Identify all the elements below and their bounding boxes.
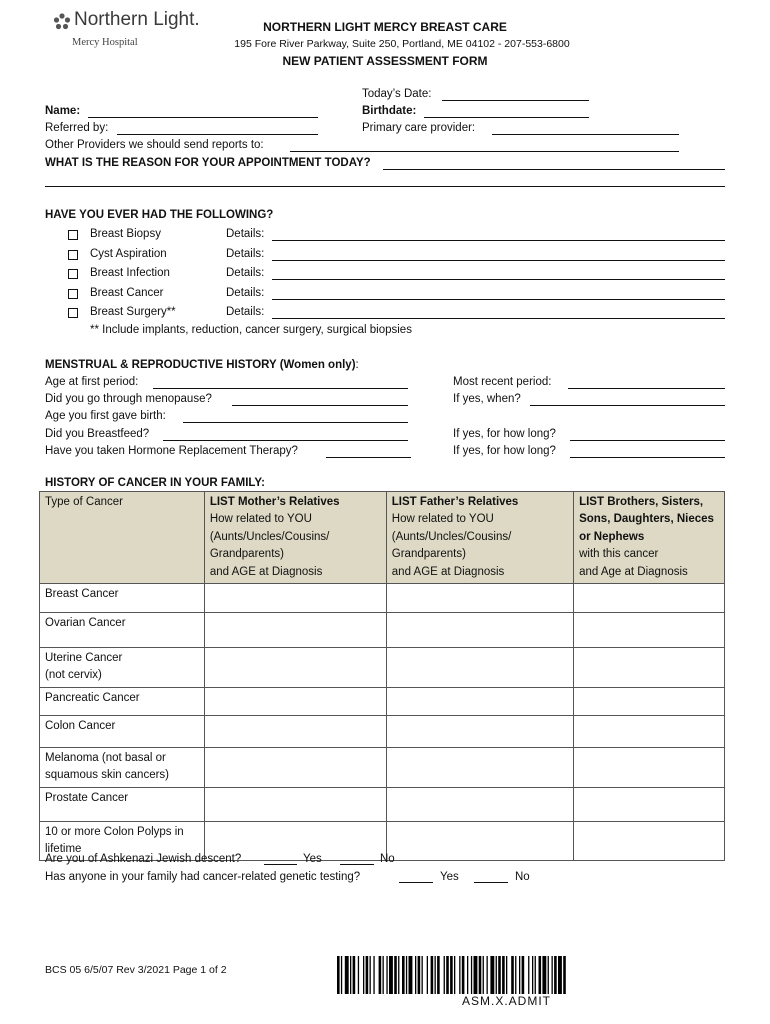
fathers-relatives-cell[interactable]	[386, 821, 573, 861]
barcode-bar	[459, 956, 460, 994]
cancer-type-label: Pancreatic Cancer	[45, 691, 140, 704]
logo-name: Northern Light.	[74, 9, 200, 30]
mothers-relatives-cell[interactable]	[204, 613, 386, 648]
barcode-image	[337, 956, 697, 994]
other-providers-label: Other Providers we should send reports to:	[45, 139, 264, 151]
header-type-of-cancer	[40, 492, 205, 584]
barcode-bar	[366, 956, 369, 994]
barcode-bar	[548, 956, 549, 994]
birthdate-label: Birthdate:	[362, 105, 417, 117]
reason-label: WHAT IS THE REASON FOR YOUR APPOINTMENT TODAY?	[45, 157, 371, 169]
name-field[interactable]	[88, 117, 318, 118]
barcode-text: ASM.X.ADMIT	[462, 994, 552, 1008]
genetic-yes-field[interactable]	[399, 882, 433, 883]
barcode-bar	[427, 956, 428, 994]
mothers-relatives-cell[interactable]	[204, 715, 386, 747]
menopause-when-label: If yes, when?	[453, 393, 521, 405]
reason-field-2[interactable]	[45, 186, 725, 187]
fathers-relatives-desc-line: Grandparents)	[391, 548, 466, 561]
mothers-relatives-cell[interactable]	[204, 648, 386, 688]
header-siblings-children	[574, 492, 725, 584]
barcode-bar	[394, 956, 397, 994]
barcode-bar	[446, 956, 449, 994]
fathers-relatives-desc-line: (Aunts/Uncles/Cousins/	[391, 530, 512, 543]
cancer-type-label: (not cervix)	[45, 669, 102, 682]
fathers-relatives-cell[interactable]	[386, 715, 573, 747]
todays-date-label: Today’s Date:	[362, 88, 432, 100]
breast-surgery-details-field[interactable]	[272, 318, 725, 319]
siblings-cell[interactable]	[574, 787, 725, 821]
barcode-bar	[535, 956, 536, 994]
cancer-type-cell	[40, 715, 205, 747]
cancer-type-cell	[40, 648, 205, 688]
primary-care-label: Primary care provider:	[362, 122, 476, 134]
cancer-type-label: Ovarian Cancer	[45, 617, 126, 630]
barcode-bar	[337, 956, 340, 994]
barcode-bar	[379, 956, 382, 994]
barcode-bar	[490, 956, 494, 994]
menopause-field[interactable]	[232, 405, 408, 406]
siblings-cell[interactable]	[574, 821, 725, 861]
family-heading: HISTORY OF CANCER IN YOUR FAMILY:	[45, 477, 266, 489]
barcode-bar	[519, 956, 520, 994]
fathers-relatives-desc-line: How related to YOU	[391, 513, 494, 526]
fathers-relatives-cell[interactable]	[386, 687, 573, 715]
table-row	[40, 787, 725, 821]
barcode-bar	[353, 956, 356, 994]
breast-infection-details-field[interactable]	[272, 279, 725, 280]
other-providers-field[interactable]	[290, 151, 679, 152]
barcode-bar	[483, 956, 484, 994]
menopause-when-field[interactable]	[530, 405, 725, 406]
barcode-bar	[528, 956, 529, 994]
barcode-bar	[341, 956, 342, 994]
table-row	[40, 584, 725, 613]
ashkenazi-question: Are you of Ashkenazi Jewish descent?	[45, 853, 242, 865]
barcode-bar	[383, 956, 384, 994]
fathers-relatives-cell[interactable]	[386, 613, 573, 648]
siblings-desc-line: with this cancer	[579, 548, 659, 561]
cancer-type-label: lifetime	[45, 843, 82, 856]
table-row	[40, 715, 725, 747]
fathers-relatives-cell[interactable]	[386, 747, 573, 787]
siblings-title-line: or Nephews	[579, 530, 645, 543]
table-row	[40, 747, 725, 787]
breast-cancer-checkbox[interactable]	[68, 289, 78, 299]
menstrual-heading	[45, 358, 359, 372]
mothers-relatives-cell[interactable]	[204, 687, 386, 715]
breastfeed-label: Did you Breastfeed?	[45, 428, 150, 440]
hrt-field[interactable]	[326, 457, 411, 458]
barcode-bar	[370, 956, 371, 994]
cyst-aspiration-details-field[interactable]	[272, 260, 725, 261]
logo-subtitle: Mercy Hospital	[72, 37, 138, 48]
table-row	[40, 648, 725, 688]
breast-infection-label: Breast Infection	[90, 267, 170, 279]
mothers-relatives-cell[interactable]	[204, 787, 386, 821]
genetic-yes-label: Yes	[440, 871, 459, 883]
barcode-bar	[363, 956, 364, 994]
todays-date-field[interactable]	[442, 100, 589, 101]
family-table-header-row	[40, 492, 725, 584]
barcode-bar	[563, 956, 566, 994]
referred-by-field[interactable]	[117, 134, 318, 135]
breast-biopsy-details-label: Details:	[226, 228, 265, 240]
breast-surgery-label: Breast Surgery**	[90, 306, 176, 318]
siblings-cell[interactable]	[574, 613, 725, 648]
barcode-bar	[450, 956, 453, 994]
cyst-aspiration-checkbox[interactable]	[68, 250, 78, 260]
mothers-relatives-desc-line: and AGE at Diagnosis	[209, 565, 323, 578]
mothers-relatives-title: LIST Mother’s Relatives	[209, 496, 340, 508]
breastfeed-long-label: If yes, for how long?	[453, 428, 556, 440]
cancer-type-label: Breast Cancer	[45, 588, 119, 601]
mothers-relatives-desc-line: Grandparents)	[209, 548, 284, 561]
mothers-relatives-cell[interactable]	[204, 747, 386, 787]
barcode-bar	[496, 956, 497, 994]
barcode-bar	[402, 956, 405, 994]
barcode-bar	[506, 956, 507, 994]
primary-care-field[interactable]	[492, 134, 679, 135]
breast-cancer-details-field[interactable]	[272, 299, 725, 300]
barcode-bar	[422, 956, 423, 994]
cancer-type-label: Melanoma (not basal or	[45, 751, 166, 764]
barcode-bar	[444, 956, 445, 994]
barcode-bar	[558, 956, 562, 994]
barcode-bar	[435, 956, 436, 994]
cancer-type-label: squamous skin cancers)	[45, 769, 169, 782]
barcode-bar	[522, 956, 525, 994]
breast-infection-checkbox[interactable]	[68, 269, 78, 279]
fathers-relatives-title: LIST Father’s Relatives	[391, 496, 519, 508]
barcode-bar	[539, 956, 542, 994]
menstrual-heading-colon: :	[355, 359, 359, 371]
birthdate-field[interactable]	[424, 117, 589, 118]
barcode-bar	[532, 956, 533, 994]
siblings-cell[interactable]	[574, 715, 725, 747]
fathers-relatives-cell[interactable]	[386, 787, 573, 821]
genetic-testing-question: Has anyone in your family had cancer-related genetic testing?	[45, 871, 361, 883]
referred-by-label: Referred by:	[45, 122, 109, 134]
cancer-type-label: Colon Cancer	[45, 719, 116, 732]
barcode-bar	[515, 956, 516, 994]
barcode-bar	[487, 956, 488, 994]
barcode-bar	[437, 956, 440, 994]
header-type-label: Type of Cancer	[45, 496, 123, 508]
form-code: BCS 05 6/5/07 Rev 3/2021 Page 1 of 2	[45, 964, 227, 976]
cancer-type-cell	[40, 613, 205, 648]
barcode-bar	[467, 956, 468, 994]
barcode-bar	[554, 956, 557, 994]
barcode-bar	[418, 956, 421, 994]
barcode-bar	[398, 956, 399, 994]
mothers-relatives-desc-line: (Aunts/Uncles/Cousins/	[209, 530, 330, 543]
breast-surgery-checkbox[interactable]	[68, 308, 78, 318]
barcode-bar	[462, 956, 465, 994]
breast-biopsy-checkbox[interactable]	[68, 230, 78, 240]
recent-period-field[interactable]	[568, 388, 725, 389]
cancer-type-label: Prostate Cancer	[45, 791, 129, 804]
barcode-bar	[542, 956, 546, 994]
history-footnote: ** Include implants, reduction, cancer surgery, surgical biopsies	[90, 324, 412, 336]
siblings-cell[interactable]	[574, 687, 725, 715]
barcode-bar	[498, 956, 501, 994]
first-birth-field[interactable]	[183, 422, 408, 423]
clinic-title: NORTHERN LIGHT MERCY BREAST CARE	[263, 20, 507, 34]
genetic-no-field[interactable]	[474, 882, 508, 883]
ashkenazi-yes-field[interactable]	[264, 864, 297, 865]
siblings-desc-line: and Age at Diagnosis	[579, 565, 688, 578]
genetic-no-label: No	[515, 871, 530, 883]
siblings-cell[interactable]	[574, 747, 725, 787]
family-history-table	[39, 491, 725, 861]
barcode-bar	[389, 956, 393, 994]
barcode-bar	[415, 956, 416, 994]
barcode-bar	[552, 956, 553, 994]
barcode-bar	[502, 956, 505, 994]
form-title: NEW PATIENT ASSESSMENT FORM	[282, 54, 488, 68]
barcode-bar	[345, 956, 349, 994]
fathers-relatives-cell[interactable]	[386, 648, 573, 688]
breast-biopsy-details-field[interactable]	[272, 240, 725, 241]
recent-period-label: Most recent period:	[453, 376, 552, 388]
table-row	[40, 687, 725, 715]
mothers-relatives-desc-line: How related to YOU	[209, 513, 312, 526]
fathers-relatives-cell[interactable]	[386, 584, 573, 613]
cancer-type-cell	[40, 687, 205, 715]
breast-surgery-details-label: Details:	[226, 306, 265, 318]
breast-cancer-label: Breast Cancer	[90, 287, 164, 299]
barcode-bar	[431, 956, 434, 994]
cancer-type-cell	[40, 747, 205, 787]
cancer-type-label: 10 or more Colon Polyps in	[45, 825, 184, 838]
barcode-bar	[474, 956, 478, 994]
siblings-title-line: Sons, Daughters, Nieces	[579, 513, 714, 526]
ashkenazi-no-field[interactable]	[340, 864, 374, 865]
barcode-bar	[511, 956, 514, 994]
barcode-bar	[350, 956, 351, 994]
breast-cancer-details-label: Details:	[226, 287, 265, 299]
cancer-type-cell	[40, 787, 205, 821]
menopause-label: Did you go through menopause?	[45, 393, 212, 405]
ashkenazi-no-label: No	[380, 853, 395, 865]
history-heading: HAVE YOU EVER HAD THE FOLLOWING?	[45, 209, 274, 221]
barcode-bar	[479, 956, 482, 994]
barcode-bar	[358, 956, 359, 994]
header-fathers-relatives	[386, 492, 573, 584]
hrt-long-label: If yes, for how long?	[453, 445, 556, 457]
barcode-bar	[454, 956, 455, 994]
fathers-relatives-desc-line: and AGE at Diagnosis	[391, 565, 505, 578]
barcode-bar	[386, 956, 387, 994]
ashkenazi-yes-label: Yes	[303, 853, 322, 865]
breastfeed-long-field[interactable]	[570, 440, 725, 441]
cyst-aspiration-details-label: Details:	[226, 248, 265, 260]
age-first-period-label: Age at first period:	[45, 376, 139, 388]
menstrual-heading-text: MENSTRUAL & REPRODUCTIVE HISTORY (Women only)	[45, 359, 356, 371]
breast-infection-details-label: Details:	[226, 267, 265, 279]
barcode-bar	[406, 956, 407, 994]
age-first-period-field[interactable]	[153, 388, 408, 389]
barcode-bar	[409, 956, 413, 994]
reason-field-1[interactable]	[383, 169, 725, 170]
hrt-long-field[interactable]	[570, 457, 725, 458]
barcode-bar	[373, 956, 374, 994]
barcode-bar	[471, 956, 472, 994]
siblings-title-line: LIST Brothers, Sisters,	[579, 496, 704, 508]
header-mothers-relatives	[204, 492, 386, 584]
cancer-type-label: Uterine Cancer	[45, 652, 123, 665]
clinic-address: 195 Fore River Parkway, Suite 250, Portland, ME 04102 - 207-553-6800	[234, 38, 570, 50]
table-row	[40, 613, 725, 648]
cyst-aspiration-label: Cyst Aspiration	[90, 248, 167, 260]
breastfeed-field[interactable]	[163, 440, 408, 441]
cancer-type-cell	[40, 584, 205, 613]
first-birth-label: Age you first gave birth:	[45, 410, 166, 422]
name-label: Name:	[45, 105, 81, 117]
hrt-label: Have you taken Hormone Replacement Therapy?	[45, 445, 298, 457]
breast-biopsy-label: Breast Biopsy	[90, 228, 161, 240]
siblings-cell[interactable]	[574, 648, 725, 688]
mothers-relatives-cell[interactable]	[204, 584, 386, 613]
siblings-cell[interactable]	[574, 584, 725, 613]
